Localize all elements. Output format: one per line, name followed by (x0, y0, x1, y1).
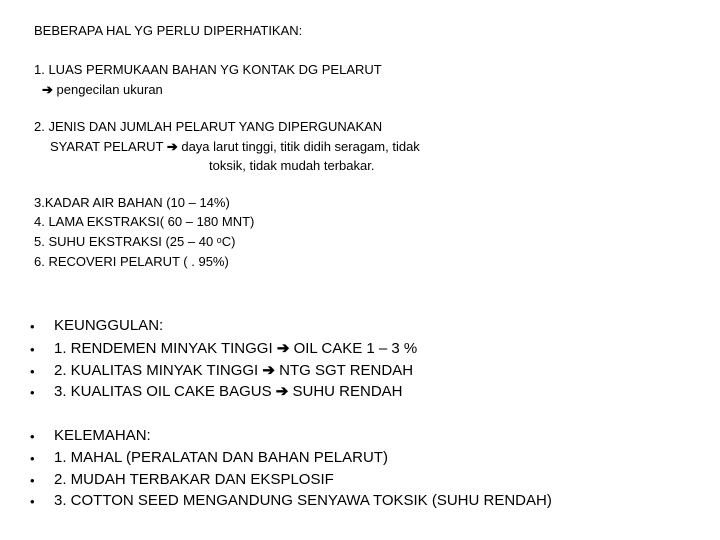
item-2-detail (50, 140, 420, 153)
arrow-right-icon: ➔ (276, 340, 290, 357)
bullet-icon: • (30, 451, 35, 466)
item-6: 6. RECOVERI PELARUT ( . 95%) (34, 254, 229, 269)
advantages-item-3 (54, 384, 403, 399)
disadvantages-item-1: 1. MAHAL (PERALATAN DAN BAHAN PELARUT) (54, 449, 388, 466)
advantages-item-2 (54, 363, 413, 378)
item-2-detail-text: daya larut tinggi, titik didih seragam, tidak (181, 139, 420, 154)
bullet-icon: • (30, 473, 35, 488)
advantages-item-1 (54, 341, 417, 356)
item-1-title: 1. LUAS PERMUKAAN BAHAN YG KONTAK DG PELARUT (34, 62, 382, 77)
item-1-detail-text: pengecilan ukuran (56, 82, 163, 97)
bullet-icon: • (30, 364, 35, 379)
bullet-icon: • (30, 429, 35, 444)
item-1-detail (42, 83, 163, 96)
arrow-right-icon: ➔ (275, 383, 289, 400)
advantages-item-2-b: NTG SGT RENDAH (279, 362, 414, 379)
bullet-icon: • (30, 385, 35, 400)
arrow-right-icon: ➔ (166, 139, 178, 154)
item-5: 5. SUHU EKSTRAKSI (25 – 40 ᵒC) (34, 234, 236, 249)
advantages-item-1-b: OIL CAKE 1 – 3 % (293, 340, 418, 357)
item-4: 4. LAMA EKSTRAKSI( 60 – 180 MNT) (34, 214, 255, 229)
disadvantages-item-2: 2. MUDAH TERBAKAR DAN EKSPLOSIF (54, 471, 334, 488)
arrow-right-icon: ➔ (42, 82, 53, 97)
disadvantages-title: KELEMAHAN: (54, 427, 151, 444)
bullet-icon: • (30, 494, 35, 509)
item-3: 3.KADAR AIR BAHAN (10 – 14%) (34, 195, 230, 210)
arrow-right-icon: ➔ (262, 362, 275, 379)
bullet-icon: • (30, 342, 35, 357)
advantages-title: KEUNGGULAN: (54, 317, 164, 334)
item-2-title: 2. JENIS DAN JUMLAH PELARUT YANG DIPERGUNAKAN (34, 119, 383, 134)
bullet-icon: • (30, 319, 35, 334)
item-2-detail-cont: toksik, tidak mudah terbakar. (209, 158, 375, 173)
advantages-item-3-a: 3. KUALITAS OIL CAKE BAGUS (54, 383, 272, 400)
advantages-item-3-b: SUHU RENDAH (292, 383, 403, 400)
advantages-item-2-a: 2. KUALITAS MINYAK TINGGI (54, 362, 259, 379)
disadvantages-item-3: 3. COTTON SEED MENGANDUNG SENYAWA TOKSIK (SUHU RENDAH) (54, 492, 552, 509)
heading: BEBERAPA HAL YG PERLU DIPERHATIKAN: (34, 23, 303, 38)
item-2-detail-label: SYARAT PELARUT (50, 139, 164, 154)
advantages-item-1-a: 1. RENDEMEN MINYAK TINGGI (54, 340, 273, 357)
